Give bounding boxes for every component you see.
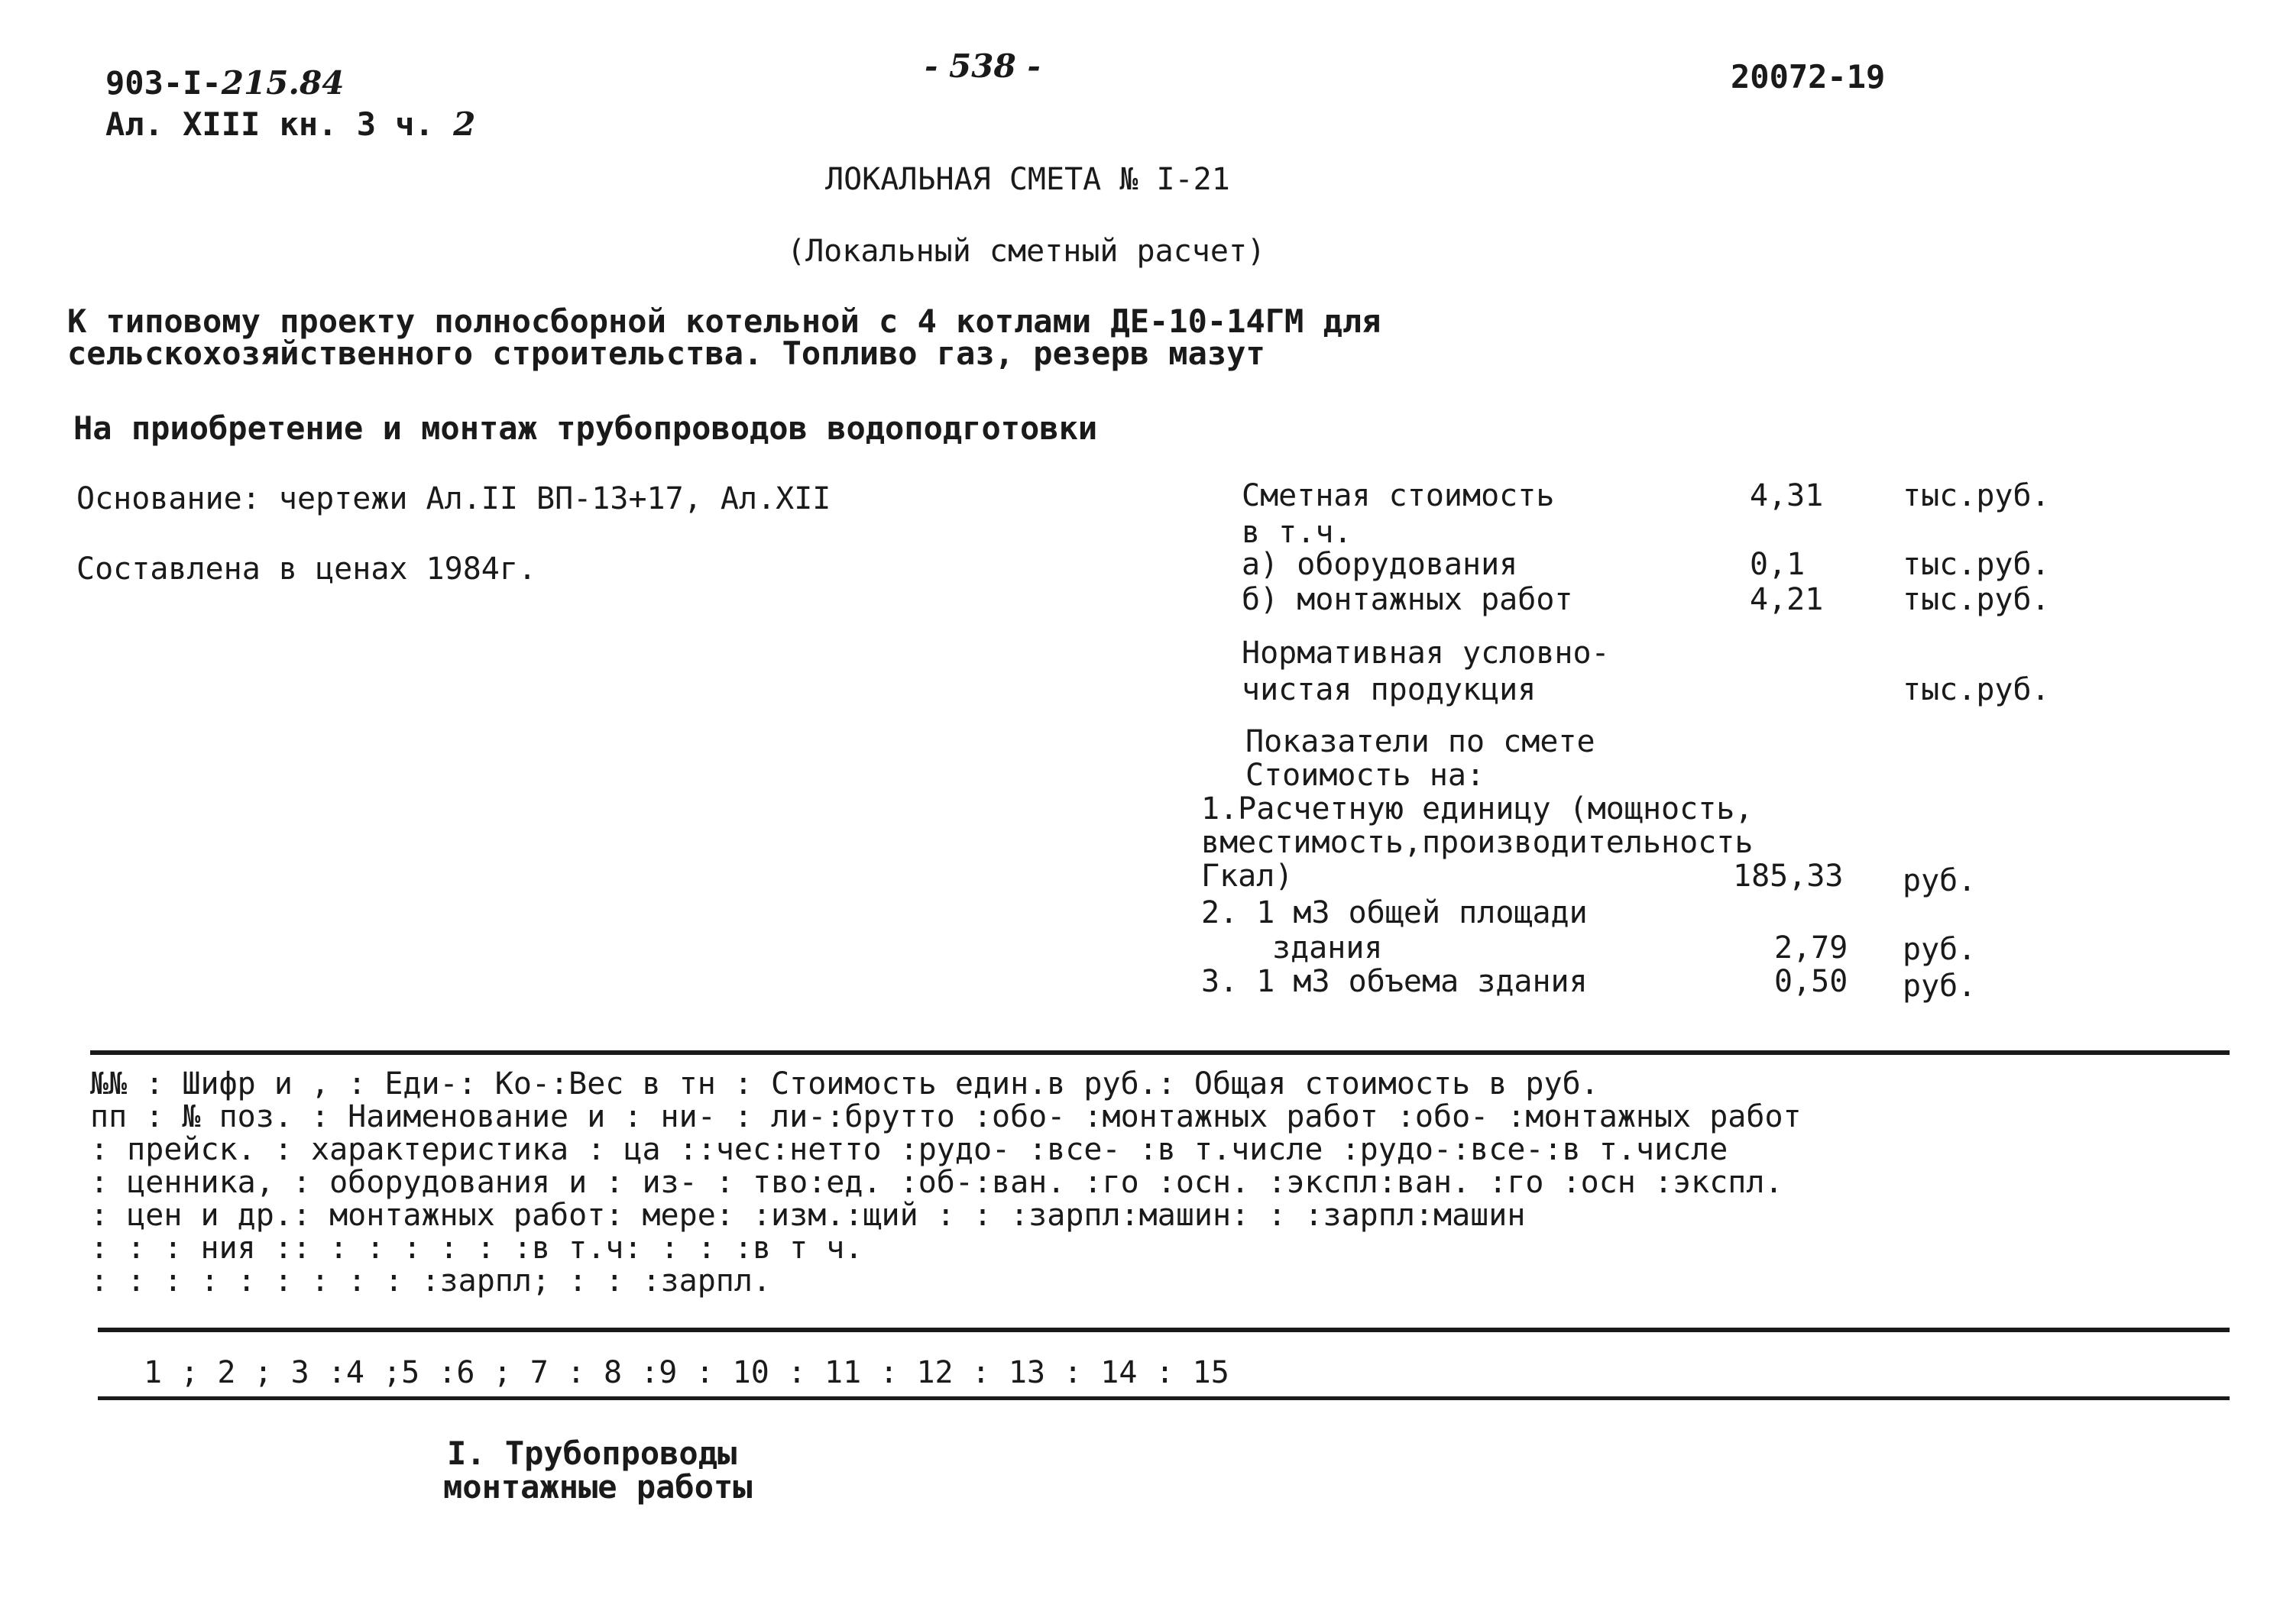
column-numbers-rule <box>98 1396 2230 1400</box>
indicator-1-unit: руб. <box>1903 863 1977 898</box>
installation-value: 4,21 <box>1750 582 1824 617</box>
estimated-cost-unit: тыс.руб. <box>1903 478 2050 513</box>
inventory-number: 20072-19 <box>1731 58 1886 95</box>
doc-code-handwritten: 215.84 <box>221 64 345 102</box>
doc-code-printed: 903-I- <box>105 64 222 102</box>
indicator-3-value: 0,50 <box>1774 964 1848 999</box>
indicators-title: Показатели по смете <box>1245 724 1595 759</box>
purpose-line: На приобретение и монтаж трубопроводов водоподготовки <box>73 409 1098 447</box>
project-line-2: сельскохозяйственного строительства. Топливо газ, резерв мазут <box>67 335 1265 372</box>
including-label: в т.ч. <box>1242 515 1352 550</box>
page-number: - 538 - <box>925 47 1041 85</box>
indicator-2-line-1: 2. 1 м3 общей площади <box>1201 895 1588 930</box>
indicator-1-line-1: 1.Расчетную единицу (мощность, <box>1201 791 1754 827</box>
indicator-3-line: 3. 1 м3 объема здания <box>1201 964 1588 999</box>
indicator-2-line-2: здания <box>1272 930 1383 966</box>
table-header-line-1: №№ : Шифр и , : Еди-: Ко-:Вес в тн : Стоимость един.в руб.: Общая стоимость в руб. <box>90 1066 1599 1102</box>
indicator-3-unit: руб. <box>1903 969 1977 1004</box>
equipment-label: а) оборудования <box>1242 547 1518 582</box>
cost-for-label: Стоимость на: <box>1245 758 1485 793</box>
page-title: ЛОКАЛЬНАЯ СМЕТА № I-21 <box>825 162 1230 197</box>
table-header-line-2: пп : № поз. : Наименование и : ни- : ли-:брутто :обо- :монтажных работ :обо- :монтажных работ <box>90 1099 1802 1134</box>
estimated-cost-value: 4,31 <box>1750 478 1824 513</box>
table-header-rule <box>98 1328 2230 1332</box>
normative-label-2: чистая продукция <box>1242 672 1537 707</box>
album-line <box>105 107 475 142</box>
installation-label: б) монтажных работ <box>1242 582 1573 617</box>
basis-line: Основание: чертежи Ал.II ВП-13+17, Ал.XII <box>76 481 831 516</box>
table-header-line-6: : : : ния :: : : : : : :в т.ч: : : :в т ч. <box>90 1231 863 1266</box>
table-header-line-7: : : : : : : : : : :зарпл; : : :зарпл. <box>90 1263 772 1299</box>
project-line-1: К типовому проекту полносборной котельной с 4 котлами ДЕ-10-14ГМ для <box>67 302 1381 340</box>
equipment-value: 0,1 <box>1750 547 1806 582</box>
page-subtitle: (Локальный сметный расчет) <box>787 234 1266 269</box>
indicator-1-line-3: Гкал) <box>1201 859 1294 894</box>
normative-label-1: Нормативная условно- <box>1242 636 1610 671</box>
normative-unit: тыс.руб. <box>1903 672 2050 707</box>
album-line-text: Ал. XIII кн. 3 ч. <box>105 105 434 143</box>
section-title: I. Трубопроводы <box>447 1435 737 1472</box>
table-header-line-3: : прейск. : характеристика : ца ::чес:нетто :рудо- :все- :в т.числе :рудо-:все-:в т.числе <box>90 1132 1728 1167</box>
prices-line: Составлена в ценах 1984г. <box>76 552 537 587</box>
installation-unit: тыс.руб. <box>1903 582 2050 617</box>
indicator-1-line-2: вместимость,производительность <box>1201 825 1754 860</box>
section-subtitle: монтажные работы <box>443 1468 753 1506</box>
column-numbers-row: 1 ; 2 ; 3 :4 ;5 :6 ; 7 : 8 :9 : 10 : 11 : 12 : 13 : 14 : 15 <box>144 1355 1229 1390</box>
table-header-line-4: : ценника, : оборудования и : из- : тво:ед. :об-:ван. :го :осн. :экспл:ван. :го :осн :экспл. <box>90 1165 1783 1200</box>
table-top-rule <box>90 1050 2230 1055</box>
table-header-line-5: : цен и др.: монтажных работ: мере: :изм.:щий : : :зарпл:машин: : :зарпл:машин <box>90 1198 1526 1233</box>
equipment-unit: тыс.руб. <box>1903 547 2050 582</box>
album-part: 2 <box>453 105 476 143</box>
indicator-1-value: 185,33 <box>1733 859 1844 894</box>
doc-code <box>105 66 344 101</box>
indicator-2-unit: руб. <box>1903 932 1977 967</box>
indicator-2-value: 2,79 <box>1774 930 1848 966</box>
estimated-cost-label: Сметная стоимость <box>1242 478 1555 513</box>
